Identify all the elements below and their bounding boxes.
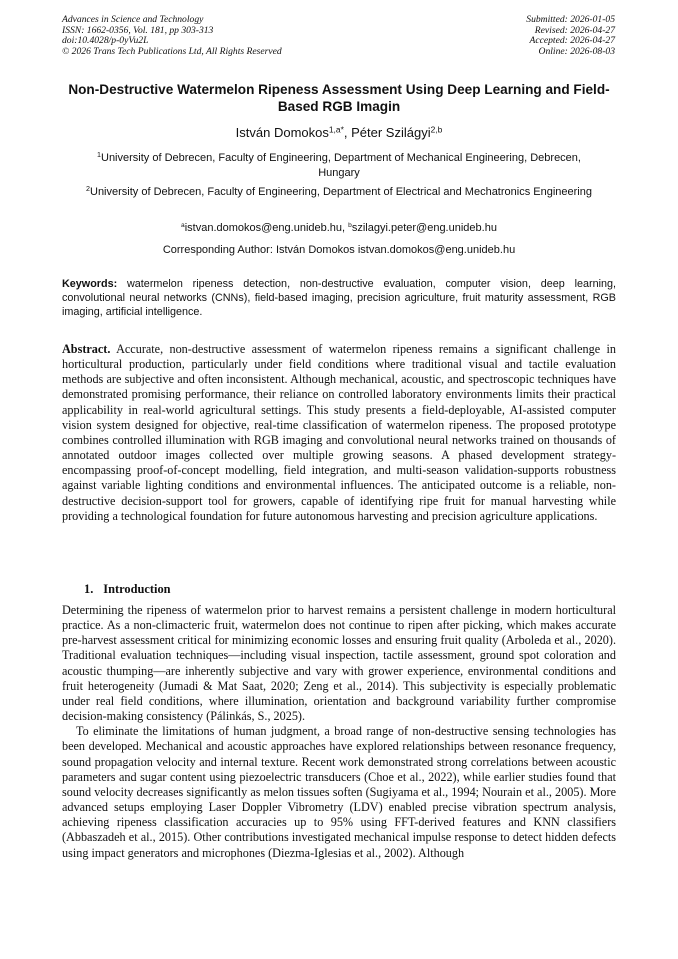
journal-name: Advances in Science and Technology: [62, 14, 204, 25]
paragraph: To eliminate the limitations of human judgment, a broad range of non-destructive sensing technologies has been developed. Mechanical and acoustic approaches have explored relationships between resonance frequency, sound propagation velocity and internal texture. Recent work demonstrated strong correlations between acoustic parameters and sugar content using piezoelectric transducers (Choe et al., 2022), while earlier studies found that sound velocity decreases significantly as melon tissues soften (Sugiyama et al., 1994; Nourain et al., 2005). More advanced setups employing Laser Doppler Vibrometry (LDV) enabled precise vibration spectrum analysis, achieving ripeness classification accuracies up to 95% using FFT-derived features and KNN classifiers (Abbaszadeh et al., 2015). Other contributions investigated mechanical impulse response to detect hidden defects using impact generators and microphones (Diezma-Iglesias et al., 2002). Although: [62, 724, 616, 860]
section-title: Introduction: [103, 582, 171, 596]
journal-copyright: © 2026 Trans Tech Publications Ltd, All Rights Reserved: [62, 45, 282, 57]
affiliation-text: University of Debrecen, Faculty of Engineering, Department of Mechanical Engineering, Debrecen, Hungary: [101, 152, 581, 179]
keywords: [62, 277, 616, 320]
author-separator: ,: [343, 125, 352, 140]
submitted-date: Submitted: 2026-01-05: [526, 14, 615, 25]
abstract-label: Abstract.: [62, 342, 111, 356]
section-heading: [84, 582, 171, 597]
dates-header: [526, 15, 615, 57]
author-marker: 1,a*: [328, 124, 344, 135]
keywords-text: watermelon ripeness detection, non-destructive evaluation, computer vision, deep learning, convolutional neural networks (CNNs), field-based imaging, precision agriculture, fruit maturity assessment, RGB imaging, artificial intelligence.: [62, 278, 616, 319]
accepted-date: Accepted: 2026-04-27: [529, 35, 615, 47]
abstract-text: Accurate, non-destructive assessment of watermelon ripeness remains a significant challenge in horticultural production, particularly under field conditions where traditional visual and tactile evaluation methods are subjective and often inconsistent. Although mechanical, acoustic, and spectroscopic techniques have demonstrated promising performance, their reliance on controlled laboratory environments limits their practical applicability in real-world agricultural settings. This study presents a field-deployable, AI-assisted computer vision system designed for objective, real-time classification of watermelon ripeness. The proposed prototype combines controlled illumination with RGB imaging and convolutional neural networks trained on thousands of annotated outdoor images collected over multiple growing seasons. A phased development strategy-encompassing proof-of-concept modelling, field integration, and multi-season validation-supports robustness against variable lighting conditions and environmental influences. The anticipated outcome is a reliable, non-destructive decision-support tool for growers, capable of identifying ripe fruit for manual harvesting while providing a technological foundation for future autonomous harvesting and precision agriculture applications.: [62, 342, 616, 523]
email-link[interactable]: szilagyi.peter@eng.unideb.hu: [351, 222, 497, 234]
journal-doi[interactable]: doi:10.4028/p-0yVu2L: [62, 35, 149, 47]
email-link[interactable]: istvan.domokos@eng.unideb.hu: [184, 222, 343, 234]
paper-title: Non-Destructive Watermelon Ripeness Assessment Using Deep Learning and Field-Based RGB Imagin: [68, 82, 610, 114]
author-list: [62, 125, 616, 141]
keywords-label: Keywords:: [62, 278, 118, 290]
body-text: [62, 603, 616, 861]
author-name: Péter Szilágyi: [351, 125, 431, 140]
affiliation-marker: 2: [86, 185, 90, 194]
email-separator: ,: [342, 222, 349, 234]
email-marker: a: [181, 222, 185, 230]
revised-date: Revised: 2026-04-27: [534, 24, 615, 36]
affiliation-marker: 1: [97, 151, 101, 160]
journal-header: [62, 15, 282, 57]
journal-issn: ISSN: 1662-0356, Vol. 181, pp 303-313: [62, 24, 214, 36]
paragraph: Determining the ripeness of watermelon prior to harvest remains a persistent challenge in modern horticultural practice. As a non-climacteric fruit, watermelon does not continue to ripen after picking, which makes accurate pre-harvest assessment critical for minimizing economic losses and ensuring fruit quality (Arboleda et al., 2020). Traditional evaluation techniques—including visual inspection, tactile assessment, ground spot coloration and acoustic thumping—are inherently subjective and vary with grower experience, environmental conditions and fruit heterogeneity (Jumadi & Mat Saat, 2020; Zeng et al., 2014). This subjectivity is especially problematic under real field conditions, where illumination, orientation and background variability further compromise decision-making consistency (Pálinkás, S., 2025).: [62, 603, 616, 724]
online-date: Online: 2026-08-03: [538, 45, 615, 57]
author-emails: [80, 221, 598, 236]
email-marker: b: [348, 222, 352, 230]
abstract: [62, 342, 616, 524]
author-name: István Domokos: [235, 125, 329, 140]
affiliation-1: [80, 151, 598, 180]
corresponding-author: Corresponding Author: István Domokos istvan.domokos@eng.unideb.hu: [162, 244, 516, 256]
affiliation-2: [80, 185, 598, 200]
author-marker: 2,b: [430, 124, 443, 135]
affiliation-text: University of Debrecen, Faculty of Engineering, Department of Electrical and Mechatronics Engineering: [90, 186, 592, 198]
section-number: 1.: [84, 582, 94, 596]
